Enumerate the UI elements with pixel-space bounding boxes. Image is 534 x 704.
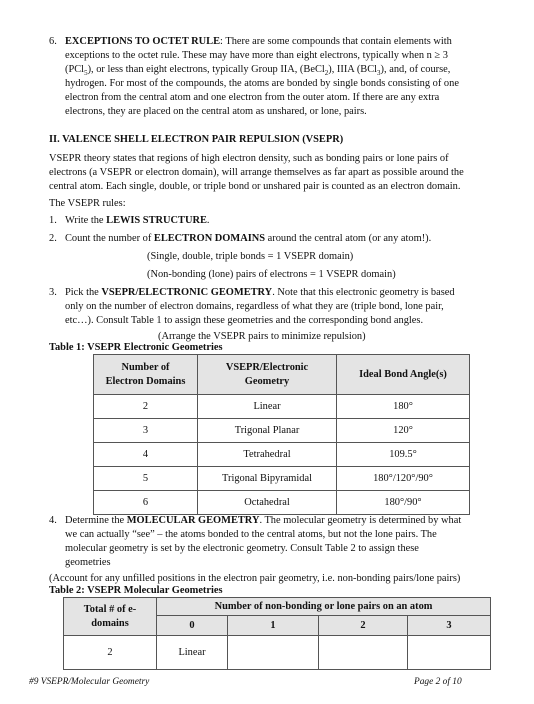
- table-cell: 180°: [337, 395, 470, 419]
- item6-line5: electron from the central atom and one electron from the outer atom. If there are any extra: [65, 92, 440, 103]
- item6-text: : There are some compounds that contain elements with: [220, 36, 452, 47]
- table2-group-header: Number of non-bonding or lone pairs on an atom: [157, 598, 491, 616]
- rule2-note1: (Single, double, triple bonds = 1 VSEPR domain): [147, 251, 354, 262]
- table-cell: [408, 636, 491, 670]
- footer-left: #9 VSEPR/Molecular Geometry: [29, 677, 150, 687]
- table-cell: 2: [94, 395, 198, 419]
- rule2-note2: (Non-bonding (lone) pairs of electrons = 1 VSEPR domain): [147, 269, 396, 280]
- table-row: [64, 636, 491, 670]
- table1-header: VSEPR/Electronic Geometry: [198, 355, 337, 395]
- table-cell: Linear: [157, 636, 228, 670]
- table2-subheader: 2: [319, 616, 408, 636]
- table-cell: 180°/90°: [337, 491, 470, 515]
- rule4-line2: we can actually “see” – the atoms bonded to the central atoms, but not the lone pairs. The: [65, 529, 437, 540]
- rule4-line4: geometries: [65, 557, 111, 568]
- table1-caption: Table 1: VSEPR Electronic Geometries: [49, 342, 223, 353]
- table-cell: 2: [64, 636, 157, 670]
- intro-line3: central atom. Each single, double, or triple bond or unshared pair is counted as an electron domain.: [49, 181, 461, 192]
- table2-caption: Table 2: VSEPR Molecular Geometries: [49, 585, 223, 596]
- rule3-line2: only on the number of electron domains, regardless of what they are (triple bond, lone pair,: [65, 301, 444, 312]
- item6-line6: electrons, they are placed on the central atom as unshared, or lone, pairs.: [65, 106, 367, 117]
- table2-header-row: [64, 598, 491, 616]
- footer-right: Page 2 of 10: [414, 677, 462, 687]
- rule-number: 4.: [49, 515, 57, 526]
- table-cell: 109.5°: [337, 443, 470, 467]
- item-number: 6.: [49, 36, 57, 47]
- table-cell: Octahedral: [198, 491, 337, 515]
- item6-line4: hydrogen. For most of the compounds, the atoms are bonded by single bonds consisting of one: [65, 78, 459, 89]
- table-cell: [319, 636, 408, 670]
- intro-line1: VSEPR theory states that regions of high electron density, such as bonding pairs or lone pairs of: [49, 153, 449, 164]
- rules-label: The VSEPR rules:: [49, 198, 126, 209]
- item6-line1: [65, 35, 452, 49]
- table2: [63, 597, 491, 670]
- rule2-text: Count the number of ELECTRON DOMAINS around the central atom (or any atom!).: [65, 233, 432, 244]
- table-cell: Trigonal Bipyramidal: [198, 467, 337, 491]
- rule3-note: (Arrange the VSEPR pairs to minimize repulsion): [158, 331, 366, 342]
- rule4-line3: molecular geometry is set by the electronic geometry. Consult Table 2 to assign these: [65, 543, 419, 554]
- table2-subheader: 1: [228, 616, 319, 636]
- table-cell: 6: [94, 491, 198, 515]
- table1-header-row: [94, 355, 470, 395]
- table2-subheader: 0: [157, 616, 228, 636]
- intro-line2: electrons (a VSEPR or electron domain), will arrange themselves as far apart as possible around the: [49, 167, 464, 178]
- table1-header: Number of Electron Domains: [94, 355, 198, 395]
- rule3-text: Pick the VSEPR/ELECTRONIC GEOMETRY. Note that this electronic geometry is based: [65, 287, 455, 298]
- table-cell: [228, 636, 319, 670]
- table-row: [94, 443, 470, 467]
- table-cell: 3: [94, 419, 198, 443]
- table2-header: Total # of e- domains: [64, 598, 157, 636]
- section-heading: II. VALENCE SHELL ELECTRON PAIR REPULSION (VSEPR): [49, 134, 344, 145]
- table-cell: Tetrahedral: [198, 443, 337, 467]
- table-cell: 180°/120°/90°: [337, 467, 470, 491]
- rule-number: 1.: [49, 215, 57, 226]
- table2-subheader: 3: [408, 616, 491, 636]
- table1: [93, 354, 470, 515]
- item6-line3: (PCl$_5$), or less than eight electrons, typically Group IIA, (BeCl$_2$), IIIA (BCl$_3$), and, of course,: [65, 64, 451, 78]
- table-cell: Linear: [198, 395, 337, 419]
- table-row: [94, 395, 470, 419]
- exceptions-heading: EXCEPTIONS TO OCTET RULE: [65, 36, 221, 47]
- rule-number: 3.: [49, 287, 57, 298]
- rule-number: 2.: [49, 233, 57, 244]
- rule4-text: Determine the MOLECULAR GEOMETRY. The molecular geometry is determined by what: [65, 515, 462, 526]
- rule1-text: Write the LEWIS STRUCTURE.: [65, 215, 210, 226]
- table-cell: 4: [94, 443, 198, 467]
- rule4-note: (Account for any unfilled positions in the electron pair geometry, i.e. non-bonding pairs/lone pairs): [49, 573, 461, 584]
- table-row: [94, 491, 470, 515]
- rule3-line3: etc…). Consult Table 1 to assign these geometries and the corresponding bond angles.: [65, 315, 424, 326]
- table-cell: 5: [94, 467, 198, 491]
- table-cell: 120°: [337, 419, 470, 443]
- table-row: [94, 467, 470, 491]
- table1-header: Ideal Bond Angle(s): [337, 355, 470, 395]
- item6-line2: exceptions to the octet rule. These may have more than eight electrons, typically when n ≥ 3: [65, 50, 448, 61]
- table-row: [94, 419, 470, 443]
- table-cell: Trigonal Planar: [198, 419, 337, 443]
